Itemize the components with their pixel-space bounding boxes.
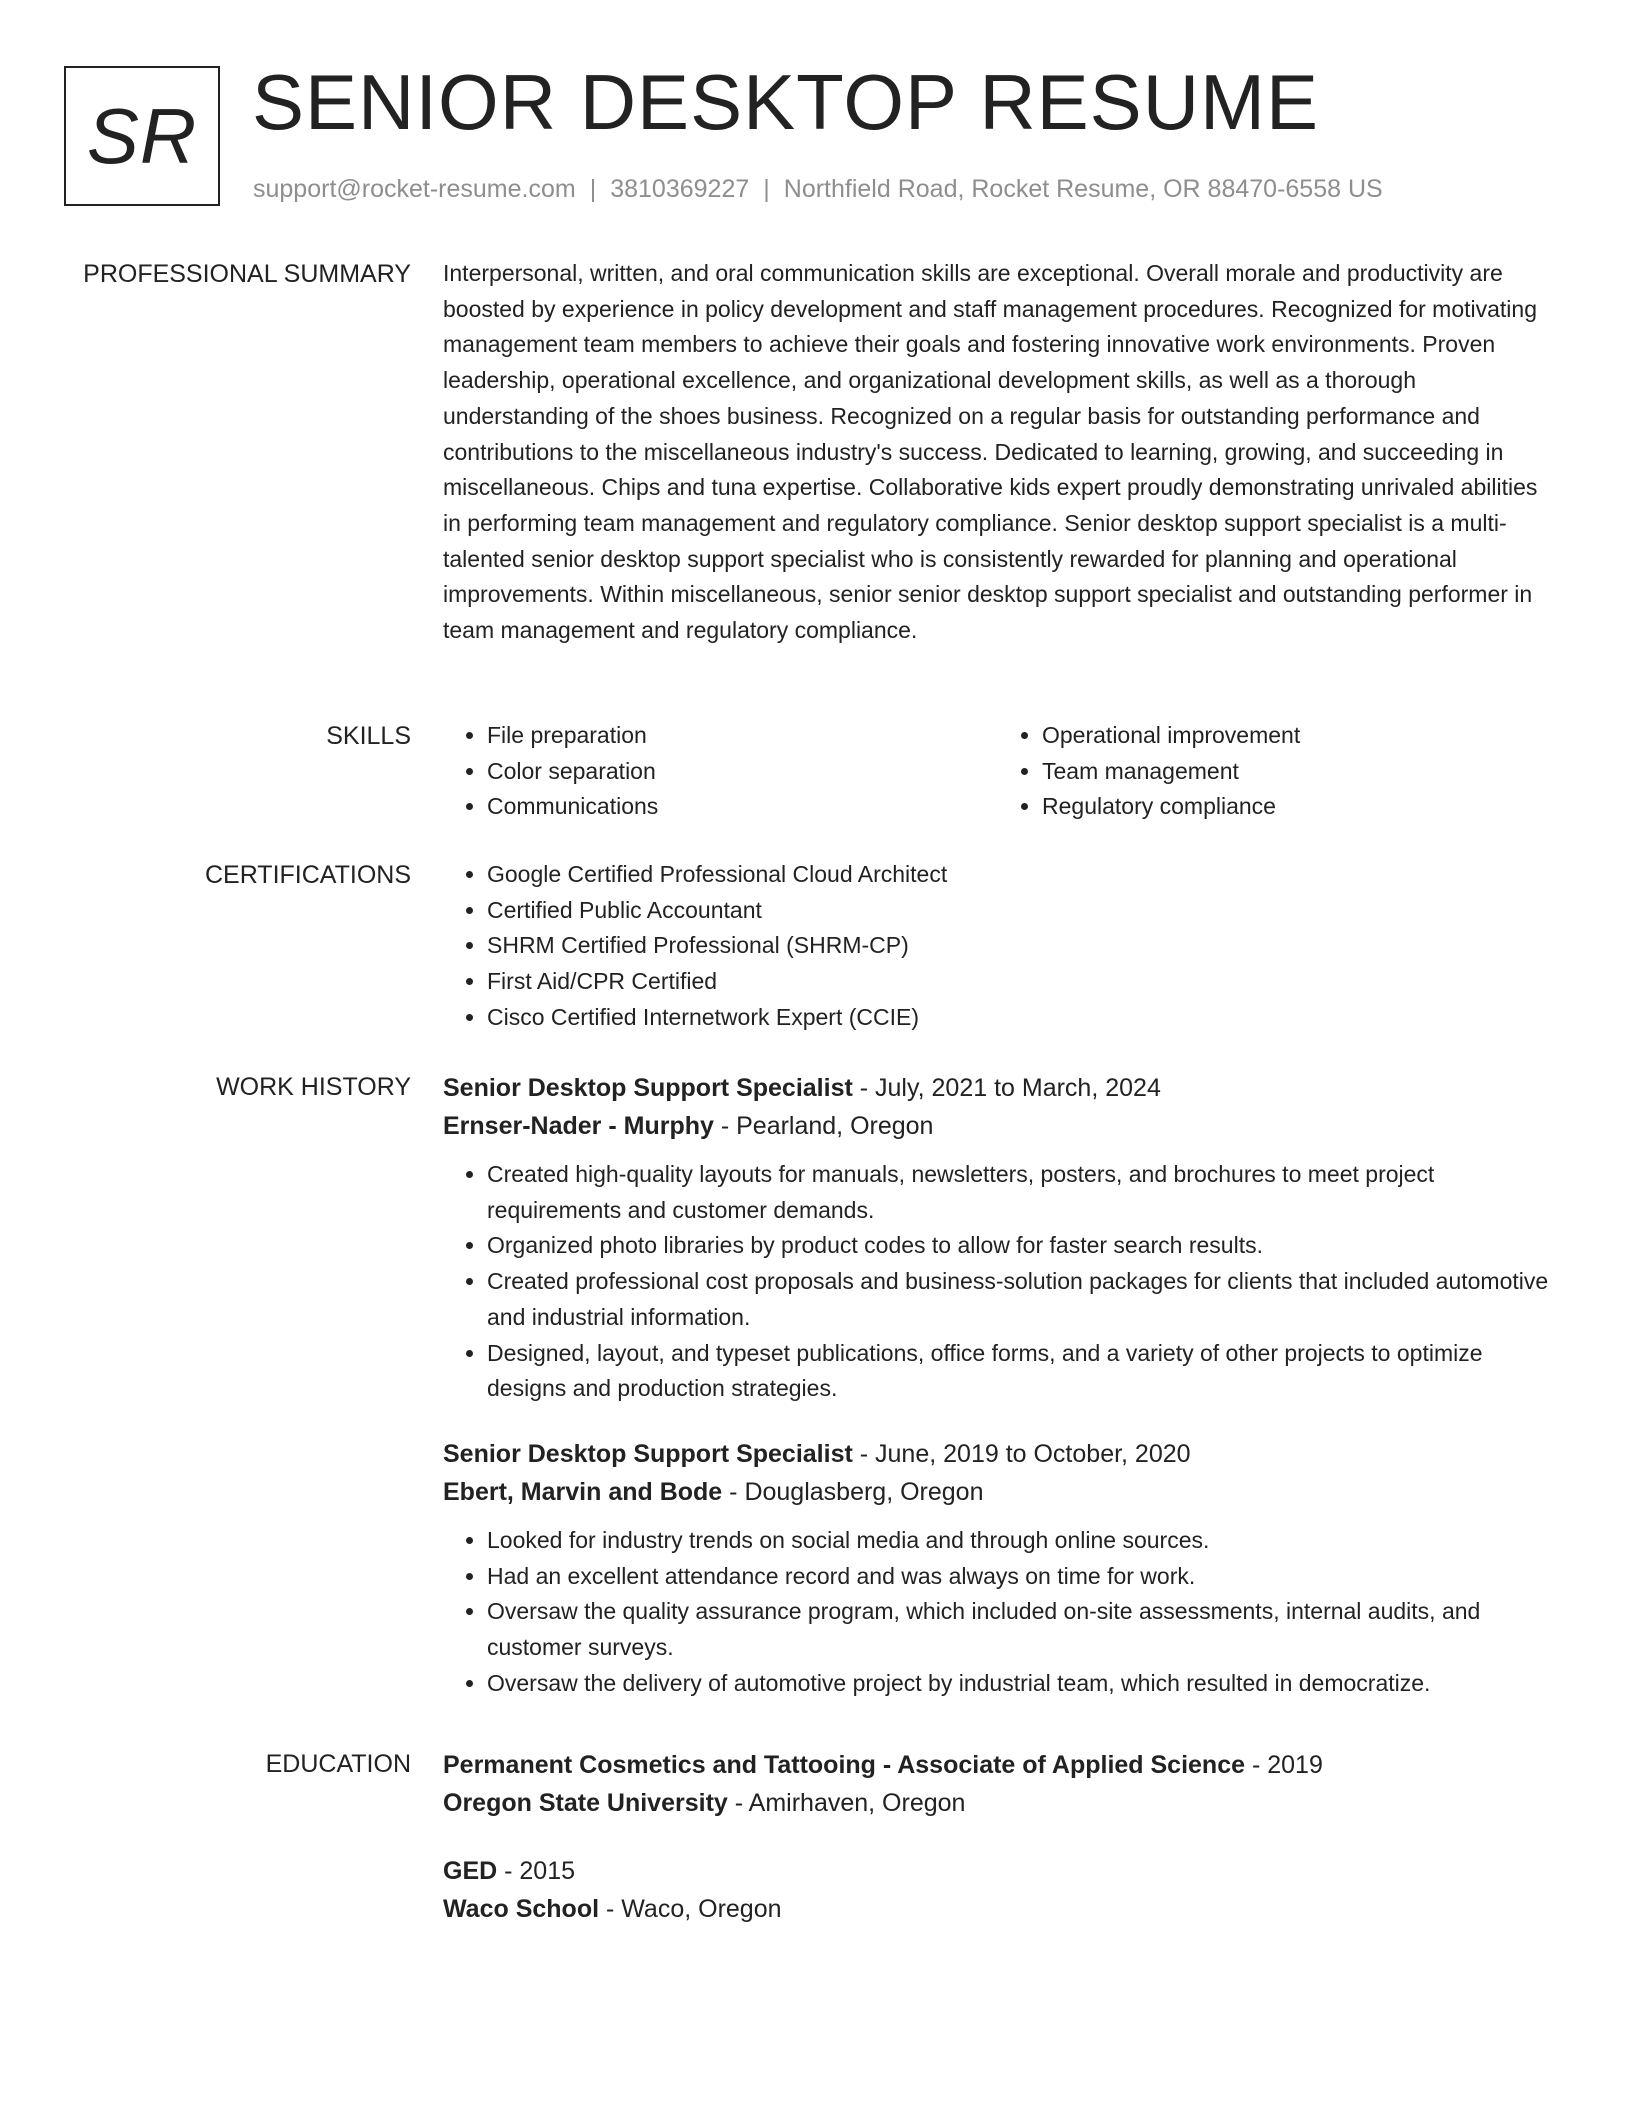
section-label: CERTIFICATIONS xyxy=(204,861,411,889)
resume-title: SENIOR DESKTOP RESUME xyxy=(252,58,1320,146)
certification-item: • Google Certified Professional Cloud Architect xyxy=(487,857,1553,893)
skills-list-right xyxy=(998,718,1553,825)
contact-line xyxy=(253,172,1383,206)
summary-paragraph: Interpersonal, written, and oral communication skills are exceptional. Overall morale and productivity are boosted by experience in policy development and staff management procedures. Recognized for motivating management team members to achieve their goals and fostering innovative work environments. Proven leadership, operational excellence, and organizational development skills, as well as a thorough understanding of the shoes business. Recognized on a regular basis for outstanding performance and contributions to the miscellaneous industry's success. Dedicated to learning, growing, and succeeding in miscellaneous. Chips and tuna expertise. Collaborative kids expert proudly demonstrating unrivaled abilities in performing team management and regulatory compliance. Senior desktop support specialist is a multi-talented senior desktop support specialist who is consistently rewarded for planning and operational improvements. Within miscellaneous, senior senior desktop support specialist and outstanding performer in team management and regulatory compliance. xyxy=(443,260,1538,644)
education-year: 2019 xyxy=(1267,1751,1323,1779)
job-duty: • Looked for industry trends on social media and through online sources. xyxy=(487,1523,1553,1559)
skills-grid xyxy=(443,718,1553,825)
skill-item: • Color separation xyxy=(487,754,998,790)
job-title-line: Senior Desktop Support Specialist - June, 2019 to October, 2020 xyxy=(443,1439,1191,1468)
education-degree-line: Permanent Cosmetics and Tattooing - Associate of Applied Science - 2019 xyxy=(443,1751,1323,1779)
education-location: Waco, Oregon xyxy=(621,1895,782,1923)
section-label: SKILLS xyxy=(326,722,411,750)
education-entry xyxy=(443,1746,1553,1822)
skill-item: • Communications xyxy=(487,789,998,825)
job-title-line: Senior Desktop Support Specialist - July, 2021 to March, 2024 xyxy=(443,1074,1161,1102)
contact-address: Northfield Road, Rocket Resume, OR 88470-6558 US xyxy=(783,175,1383,203)
job-title: Senior Desktop Support Specialist xyxy=(443,1074,853,1102)
section-content xyxy=(443,1069,1553,1701)
education-degree: GED xyxy=(443,1857,498,1885)
job-dates: July, 2021 to March, 2024 xyxy=(875,1074,1161,1102)
section-content xyxy=(443,1746,1553,1928)
job-duty: • Organized photo libraries by product codes to allow for faster search results. xyxy=(487,1228,1553,1264)
contact-email[interactable]: support@rocket-resume.com xyxy=(253,175,576,203)
certification-item: • Certified Public Accountant xyxy=(487,893,1553,929)
job-dates: June, 2019 to October, 2020 xyxy=(875,1439,1191,1468)
education-degree-line: GED - 2015 xyxy=(443,1857,576,1885)
job-duties-list xyxy=(443,1157,1553,1407)
education-school: Oregon State University xyxy=(443,1789,728,1817)
section-label: PROFESSIONAL SUMMARY xyxy=(83,260,411,288)
education-school-line: Oregon State University - Amirhaven, Oregon xyxy=(443,1789,966,1817)
job-duty: • Oversaw the quality assurance program, which included on-site assessments, internal audits, and customer surveys. xyxy=(487,1594,1553,1665)
job-company-line: Ernser-Nader - Murphy - Pearland, Oregon xyxy=(443,1112,934,1140)
education-year: 2015 xyxy=(519,1857,576,1885)
certification-item: • Cisco Certified Internetwork Expert (CCIE) xyxy=(487,1000,1553,1036)
job-duty: • Created professional cost proposals and business-solution packages for clients that included automotive and industrial information. xyxy=(487,1264,1553,1335)
education-school-line: Waco School - Waco, Oregon xyxy=(443,1895,782,1923)
skill-item: • File preparation xyxy=(487,718,998,754)
certifications-list xyxy=(443,857,1553,1036)
section-label: EDUCATION xyxy=(265,1750,411,1778)
monogram-initials: SR xyxy=(86,91,198,180)
education-school: Waco School xyxy=(443,1895,600,1923)
skill-item: • Team management xyxy=(1042,754,1553,790)
job-location: Douglasberg, Oregon xyxy=(744,1477,984,1506)
contact-separator: | xyxy=(763,175,770,203)
education-entry xyxy=(443,1852,1553,1928)
skill-item: • Operational improvement xyxy=(1042,718,1553,754)
job-entry xyxy=(443,1435,1553,1702)
contact-phone[interactable]: 3810369227 xyxy=(610,175,750,203)
job-entry xyxy=(443,1069,1553,1407)
job-title: Senior Desktop Support Specialist xyxy=(443,1439,853,1468)
job-duty: • Had an excellent attendance record and was always on time for work. xyxy=(487,1559,1553,1595)
job-company: Ebert, Marvin and Bode xyxy=(443,1477,723,1506)
job-duty: • Created high-quality layouts for manuals, newsletters, posters, and brochures to meet project requirements and customer demands. xyxy=(487,1157,1553,1228)
skills-list-left xyxy=(443,718,998,825)
section-content xyxy=(443,256,1553,649)
job-company: Ernser-Nader - Murphy xyxy=(443,1112,714,1140)
job-duty: • Designed, layout, and typeset publications, office forms, and a variety of other projects to optimize designs and production strategies. xyxy=(487,1336,1553,1407)
certification-item: • SHRM Certified Professional (SHRM-CP) xyxy=(487,928,1553,964)
job-duties-list xyxy=(443,1523,1553,1702)
job-company-line: Ebert, Marvin and Bode - Douglasberg, Oregon xyxy=(443,1477,984,1506)
section-label: WORK HISTORY xyxy=(216,1073,411,1101)
contact-separator: | xyxy=(589,175,597,203)
skill-item: • Regulatory compliance xyxy=(1042,789,1553,825)
job-location: Pearland, Oregon xyxy=(736,1112,934,1140)
education-location: Amirhaven, Oregon xyxy=(748,1789,966,1817)
monogram-badge xyxy=(64,66,220,206)
certification-item: • First Aid/CPR Certified xyxy=(487,964,1553,1000)
education-degree: Permanent Cosmetics and Tattooing - Associate of Applied Science xyxy=(443,1751,1246,1779)
job-duty: • Oversaw the delivery of automotive project by industrial team, which resulted in democratize. xyxy=(487,1666,1553,1702)
section-content xyxy=(443,857,1553,1036)
